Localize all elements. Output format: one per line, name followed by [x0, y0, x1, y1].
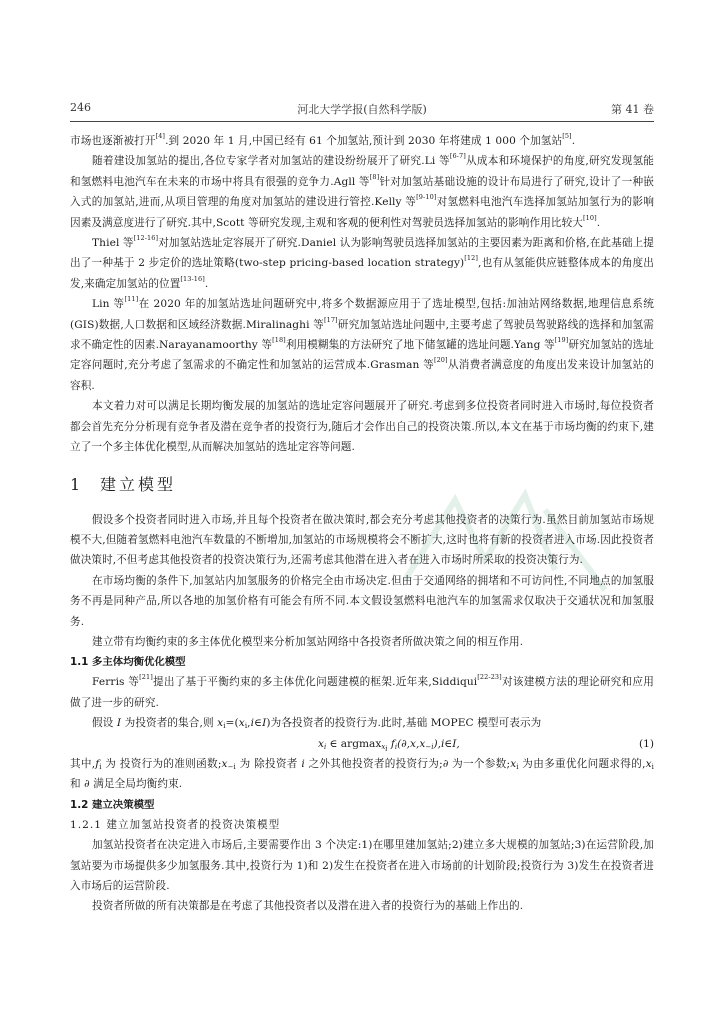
- citation: [8]: [369, 172, 380, 181]
- citation: [6-7]: [449, 152, 466, 161]
- citation: [11]: [124, 295, 139, 304]
- section-heading: [70, 474, 654, 496]
- citation: [13-16]: [180, 274, 205, 283]
- subsubsection-heading: 1.2.1 建立加氢站投资者的投资决策模型: [70, 818, 281, 831]
- paragraph: 随着建设加氢站的提出,各位专家学者对加氢站的建设纷纷展开了研究.Li 等[6-7]从成本和环境保护的角度,研究发现氢能和氢燃料电池汽车在未来的市场中将具有很强的竞争力.Agll 等[8]针对加氢站基础设施的设计布局进行了研究,设计了一种嵌入式的加氢站,进而,从项目管理的角度对加氢站的建设进行管控.Kelly 等[9-10]对氢燃料电池汽车选择加氢站加氢行为的影响因素及满意度进行了研究.其中,Scott 等研究发现,主观和客观的便利性对驾驶员选择加氢站的影响作用比较大[10].: [70, 152, 655, 229]
- paragraph: Lin 等[11]在 2020 年的加氢站选址问题研究中,将多个数据源应用于了选址模型,包括:加油站网络数据,地理信息系统(GIS)数据,人口数据和区域经济数据.Miralinaghi 等[17]研究加氢站选址问题中,主要考虑了驾驶员驾驶路线的选择和加氢需求不确定性的因素.Narayanamoorthy 等[18]利用模糊集的方法研究了地下储氢罐的选址问题.Yang 等[19]研究加氢站的选址定容问题时,充分考虑了氢需求的不确定性和加氢站的运营成本.Grasman 等[20]从消费者满意度的角度出发来设计加氢站的容积.: [70, 295, 655, 392]
- subsection-heading: 1.2 建立决策模型: [70, 798, 155, 811]
- citation: [10]: [582, 213, 597, 222]
- citation: [5]: [562, 132, 572, 140]
- paragraph: 在市场均衡的条件下,加氢站内加氢服务的价格完全由市场决定.但由于交通网络的拥堵和不可访问性,不同地点的加氢服务不再是同种产品,所以各地的加氢价格有可能会有所不同.本文假设氢燃料电池汽车的加氢需求仅取决于交通状况和加氢服务.: [70, 574, 654, 628]
- citation: [22-23]: [477, 673, 502, 682]
- paragraph: 市场也逐渐被打开[4].到 2020 年 1 月,中国已经有 61 个加氢站,预计到 2030 年将建成 1 000 个加氢站[5].: [70, 132, 576, 147]
- citation: [12]: [464, 254, 479, 263]
- section-title: 建立模型: [100, 474, 177, 494]
- citation: [18]: [272, 336, 286, 345]
- paragraph: 其中$,f_i$ 为 投资行为的准则函数$;x_{-i}$ 为 除投资者 i 之外其他投资者的投资行为;∂ 为一个参数$;x_i$ 为由多重优化问题求得的$,x_i$ 和 ∂ 满足全局均衡约束.: [70, 757, 654, 791]
- paragraph: 本文着力对可以满足长期均衡发展的加氢站的选址定容问题展开了研究.考虑到多位投资者同时进入市场时,每位投资者都会首先充分分析现有竞争者及潜在竞争者的投资行为,随后才会作出自己的投资决策.所以,本文在基于市场均衡的约束下,建立了一个多主体优化模型,从而解决加氢站的选址定容等问题.: [70, 400, 654, 454]
- running-header: [70, 101, 654, 117]
- citation: [4]: [155, 132, 166, 140]
- paragraph: 假设 I 为投资者的集合,则 $x_i=(x_i,i\in I)$为各投资者的投资行为.此时,基础 MOPEC 模型可表示为: [92, 717, 542, 731]
- citation: [19]: [554, 336, 569, 345]
- article-body: [70, 131, 654, 917]
- paragraph: Thiel 等[12-16]对加氢站选址定容展开了研究.Daniel 认为影响驾驶员选择加氢站的主要因素为距离和价格,在此基础上提出了一种基于 2 步定价的选址策略(two-step pricing-based location strategy)[12],也有从氢能供应链整体成本的角度出发,来确定加氢站的位置[13-16].: [70, 234, 654, 290]
- paragraph: 加氢站投资者在决定进入市场后,主要需要作出 3 个决定:1)在哪里建加氢站;2)建立多大规模的加氢站;3)在运营阶段,加氢站要为市场提供多少加氢服务.其中,投资行为 1)和 2)发生在投资者在进入市场前的计划阶段;投资行为 3)发生在投资者进入市场后的运营阶段.: [70, 839, 654, 892]
- citation: [9-10]: [416, 193, 437, 202]
- paragraph: 建立带有均衡约束的多主体优化模型来分析加氢站网络中各投资者所做决策之间的相互作用.: [92, 635, 524, 648]
- page-number: 246: [70, 101, 91, 114]
- section-number: 1: [70, 474, 84, 494]
- header-rule: [70, 121, 654, 122]
- subsection-heading: 1.1 多主体均衡优化模型: [70, 656, 186, 669]
- volume-label: 第 41 卷: [611, 103, 654, 116]
- paragraph: Ferris 等[21]提出了基于平衡约束的多主体优化问题建模的框架.近年来,Siddiqui[22-23]对该建模方法的理论研究和应用做了进一步的研究.: [70, 673, 654, 709]
- equation-expression: $x_i$ ∈ argmax$_{x_i}$ $f_i(\partial,x,x_{-i}),i\in I$,: [318, 737, 460, 753]
- citation: [17]: [323, 315, 338, 324]
- paragraph: 假设多个投资者同时进入市场,并且每个投资者在做决策时,都会充分考虑其他投资者的决策行为.虽然目前加氢站市场规模不大,但随着氢燃料电池汽车数量的不断增加,加氢站的市场规模将会不断扩大,这时也将有新的投资者进入市场.因此投资者做决策时,不但考虑其他投资者的投资决策行为,还需考虑其他潜在进入者在进入市场时所采取的投资决策行为.: [70, 513, 654, 567]
- equation-number: (1): [638, 737, 654, 750]
- citation: [21]: [139, 673, 153, 682]
- paragraph: 投资者所做的所有决策都是在考虑了其他投资者以及潜在进入者的投资行为的基础上作出的.: [92, 900, 524, 913]
- citation: [12-16]: [133, 234, 159, 243]
- equation-1: [70, 734, 654, 754]
- journal-title: 河北大学学报(自然科学版): [297, 103, 427, 116]
- citation: [20]: [433, 356, 448, 365]
